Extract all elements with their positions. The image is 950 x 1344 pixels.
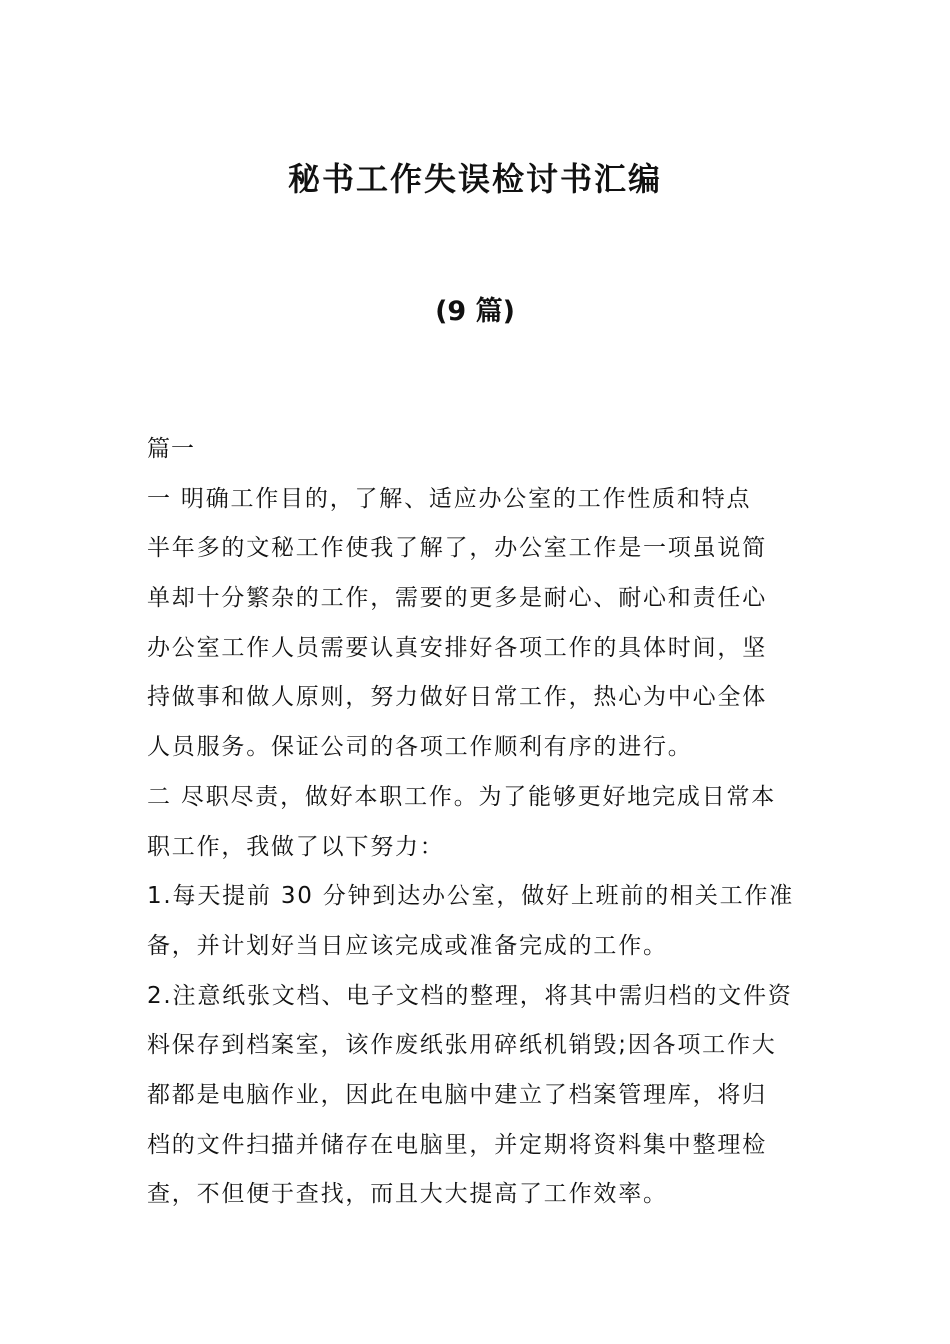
body-line: 查，不但便于查找，而且大大提高了工作效率。: [147, 1181, 668, 1208]
document-body: [147, 425, 807, 1220]
body-line: 单却十分繁杂的工作，需要的更多是耐心、耐心和责任心: [147, 585, 767, 612]
body-line: 1.每天提前 30 分钟到达办公室，做好上班前的相关工作准: [147, 883, 795, 910]
body-line: 人员服务。保证公司的各项工作顺利有序的进行。: [147, 734, 693, 761]
body-line: 持做事和做人原则，努力做好日常工作，热心为中心全体: [147, 684, 767, 711]
body-line: 职工作，我做了以下努力：: [147, 833, 445, 860]
body-line: 一 明确工作目的，了解、适应办公室的工作性质和特点: [147, 485, 752, 512]
section-heading: 篇一: [147, 436, 195, 462]
body-line: 半年多的文秘工作使我了解了，办公室工作是一项虽说简: [147, 535, 767, 562]
body-line: 办公室工作人员需要认真安排好各项工作的具体时间，坚: [147, 634, 767, 661]
document-title: 秘书工作失误检讨书汇编: [287, 160, 662, 198]
body-line: 都都是电脑作业，因此在电脑中建立了档案管理库，将归: [147, 1081, 767, 1108]
document-subtitle: (9 篇): [435, 296, 515, 327]
body-line: 2.注意纸张文档、电子文档的整理，将其中需归档的文件资: [147, 982, 793, 1009]
body-line: 备，并计划好当日应该完成或准备完成的工作。: [147, 932, 668, 959]
body-line: 料保存到档案室，该作废纸张用碎纸机销毁;因各项工作大: [147, 1032, 777, 1059]
body-line: 档的文件扫描并储存在电脑里，并定期将资料集中整理检: [147, 1131, 767, 1158]
body-line: 二 尽职尽责，做好本职工作。为了能够更好地完成日常本: [147, 783, 777, 810]
